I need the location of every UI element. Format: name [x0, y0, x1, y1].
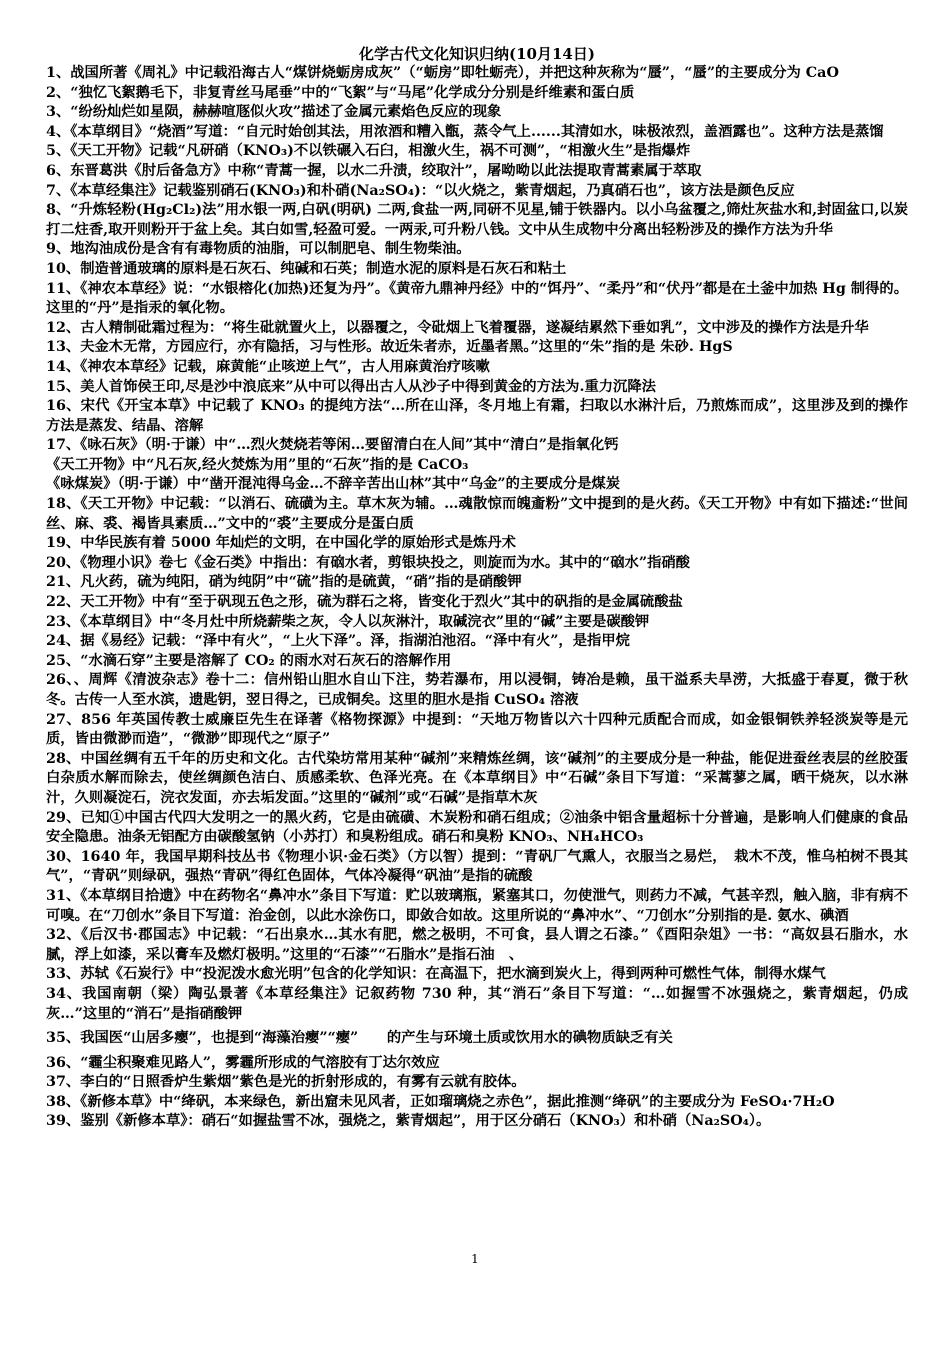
- list-item: 9、地沟油成份是含有有毒物质的油脂，可以制肥皂、制生物柴油。: [46, 241, 471, 258]
- list-item: 36、“霾尘积聚难见路人”，雾霾所形成的气溶胶有丁达尔效应: [46, 1054, 440, 1071]
- list-item: 30、1640 年，我国早期科技丛书《物理小识·金石类》（方以智）提到：“青矾厂气熏人，衣服当之易烂， 栽木不茂，惟乌柏树不畏其气”，“青矾”则绿矾，强热“青矾”得红色固体，气体冷凝得“矾油”是指的硫酸: [46, 848, 908, 885]
- list-item: 17、《咏石灰》（明·于谦）中“…烈火焚烧若等闲…要留清白在人间”其中“清白”是指氧化钙 《天工开物》中“凡石灰,经火焚炼为用”里的“石灰”指的是 CaCO₃ 《咏煤炭》（明·于谦）中“凿开混沌得乌金…不辞辛苦出山林”其中“乌金”的主要成分是煤炭: [46, 437, 620, 493]
- list-item: 13、夫金木无常，方园应行，亦有隐括，习与性形。故近朱者赤，近墨者黑。”这里的“朱”指的是 朱砂. HgS: [46, 339, 733, 356]
- list-item: 18、《天工开物》中记载：“以消石、硫磺为主。草木灰为辅。…魂散惊而魄齑粉”文中提到的是火药。《天工开物》中有如下描述:“世间丝、麻、裘、褐皆具素质…”文中的“裘”主要成分是蛋白质: [46, 496, 908, 532]
- list-item: 26、、周辉《清波杂志》卷十二：信州铅山胆水自山下注，势若瀑布，用以浸铜，铸冶是赖，虽干溢系夫旱涝，大抵盛于春夏，微于秋冬。古传一人至水滨，遗匙钥，翌日得之，已成铜矣。这里的胆水是指 CuSO₄ 溶液: [46, 672, 908, 708]
- list-item: 19、中华民族有着 5000 年灿烂的文明，在中国化学的原始形式是炼丹术: [46, 535, 516, 552]
- list-item: 4、《本草纲目》“烧酒”写道：“自元时始创其法，用浓酒和糟入甑，蒸令气上......其清如水，味极浓烈，盖酒露也”。这种方法是蒸馏: [46, 123, 884, 140]
- list-item: 20、《物理小识》卷七《金石类》中指出：有硇水者，剪银块投之，则旋而为水。其中的“硇水”指硝酸: [46, 554, 690, 571]
- document-page: [46, 44, 908, 1132]
- list-item: 16、宋代《开宝本草》中记载了 KNO₃ 的提纯方法“…所在山泽，冬月地上有霜，扫取以水淋汁后，乃煎炼而成”，这里涉及到的操作方法是蒸发、结晶、溶解: [46, 398, 908, 434]
- list-item: 7、《本草经集注》记载鉴别硝石(KNO₃)和朴硝(Na₂SO₄)：“以火烧之，紫青烟起，乃真硝石也”，该方法是颜色反应: [46, 182, 795, 199]
- list-item: 10、制造普通玻璃的原料是石灰石、纯碱和石英；制造水泥的原料是石灰石和粘土: [46, 260, 567, 277]
- list-item: 8、“升炼轻粉(Hg₂Cl₂)法”用水银一两,白矾(明矾) 二两,食盐一两,同研不见星,铺于铁器内。以小乌盆覆之,筛灶灰盐水和,封固盆口,以炭打二炷香,取开则粉开于盆上矣。其白如雪,轻盈可爱。一两汞,可升粉八钱。文中从生成物中分离出轻粉涉及的操作方法为升华: [46, 202, 908, 238]
- list-item: 31、《本草纲目拾遗》中在药物名“鼻冲水”条目下写道：贮以玻璃瓶，紧塞其口，勿使泄气，则药力不减，气甚辛烈，触入脑，非有病不可嗅。在“刀创水”条目下写道：治金创，以此水涂伤口，即敛合如故。这里所说的“鼻冲水”、“刀创水”分别指的是. 氨水、碘酒: [46, 887, 908, 924]
- list-item: 39、鉴别《新修本草》：硝石“如握盐雪不冰，强烧之，紫青烟起”，用于区分硝石（KNO₃）和朴硝（Na₂SO₄）。: [46, 1113, 771, 1130]
- list-item: 25、“水滴石穿”主要是溶解了 CO₂ 的雨水对石灰石的溶解作用: [46, 652, 452, 669]
- page-number: 1: [471, 1252, 479, 1266]
- list-item: 29、已知①中国古代四大发明之一的黑火药，它是由硫磺、木炭粉和硝石组成；②油条中铝含量超标十分普遍，是影响人们健康的食品安全隐患。油条无铝配方由碳酸氢钠（小苏打）和臭粉组成。硝石和臭粉 KNO₃、NH₄HCO₃: [46, 809, 908, 846]
- list-item: 15、美人首饰侯王印,尽是沙中浪底来”从中可以得出古人从沙子中得到黄金的方法为.重力沉降法: [46, 378, 656, 395]
- list-item: 23、《本草纲目》中“冬月灶中所烧薪柴之灰，令人以灰淋汁，取碱浣衣”里的“碱”主要是碳酸钾: [46, 613, 650, 630]
- list-item: 2、“独忆飞絮鹅毛下，非复青丝马尾垂”中的“飞絮”与“马尾”化学成分分别是纤维素和蛋白质: [46, 84, 635, 101]
- list-item: 11、《神农本草经》说：“水银榕化(加热)还复为丹”。《黄帝九鼎神丹经》中的“饵丹”、“柔丹”和“伏丹”都是在土釜中加热 Hg 制得的。这里的“丹”是指汞的氧化物。: [46, 280, 908, 317]
- list-item: 38、《新修本草》中“绛矾，本来绿色，新出窟未见风者，正如瑠璃烧之赤色”，据此推测“绛矾”的主要成分为 FeSO₄·7H₂O: [46, 1093, 835, 1110]
- list-item: 33、苏轼《石炭行》中“投泥泼水愈光明”包含的化学知识：在高温下，把水滴到炭火上，得到两种可燃性气体，制得水煤气: [46, 966, 826, 983]
- list-item: 27、856 年英国传教士威廉臣先生在译著《格物探源》中提到：“天地万物皆以六十四种元质配合而成，如金银铜铁养轻淡炭等是元质，皆由微渺而造”，“微渺”即现代之“原子”: [46, 711, 908, 748]
- list-item: 37、李白的“日照香炉生紫烟”紫色是光的折射形成的，有雾有云就有胶体。: [46, 1074, 526, 1091]
- list-item: 1、战国所著《周礼》中记载沿海古人“煤饼烧蛎房成灰”（“蛎房”即牡蛎壳），并把这种灰称为“蜃”，“蜃”的主要成分为 CaO: [46, 65, 839, 81]
- list-item: 24、据《易经》记载：“泽中有火”，“上火下泽”。泽，指湖泊池沼。“泽中有火”，是指甲烷: [46, 633, 630, 650]
- list-item: 22、天工开物》中有“至于矾现五色之形，硫为群石之将，皆变化于烈火”其中的矾指的是金属硫酸盐: [46, 594, 683, 611]
- list-item: 3、“纷纷灿烂如星陨，赫赫喧豗似火攻”描述了金属元素焰色反应的现象: [46, 104, 502, 121]
- list-item: 14、《神农本草经》记载，麻黄能“止咳逆上气”，古人用麻黄治疗咳嗽: [46, 358, 490, 375]
- list-item: 28、中国丝绸有五千年的历史和文化。古代染坊常用某种“碱剂”来精炼丝绸，该“碱剂”的主要成分是一种盐，能促进蚕丝表层的丝胶蛋白杂质水解而除去，使丝绸颜色洁白、质感柔软、色泽光亮。在《本草纲目》中“石碱”条目下写道：“采蒿蓼之属，晒干烧灰，以水淋汁，久则凝淀石，浣衣发面，亦去垢发面。”这里的“碱剂”或“石碱”是指草木灰: [46, 750, 908, 806]
- list-item: 32、《后汉书·郡国志》中记载：“石出泉水…其水有肥，燃之极明，不可食，县人谓之石漆。”《酉阳杂俎》一书：“高奴县石脂水，水腻，浮上如漆，采以膏车及燃灯极明。”这里的“石漆”“石脂水”是指石油 、: [46, 927, 908, 963]
- list-item: 21、凡火药，硫为纯阳，硝为纯阴”中“硫”指的是硫黄，“硝”指的是硝酸钾: [46, 574, 522, 591]
- document-title: 化学古代文化知识归纳(10月14日): [359, 45, 595, 63]
- list-item: 12、古人精制砒霜过程为：“将生砒就置火上，以器覆之，令砒烟上飞着覆器，遂凝结累然下垂如乳”，文中涉及的操作方法是升华: [46, 319, 869, 336]
- list-item: 5、《天工开物》记载“凡研硝（KNO₃)不以铁碾入石臼，相激火生，祸不可测”，“相激火生”是指爆炸: [46, 143, 691, 160]
- knowledge-list: [46, 64, 908, 1132]
- list-item: 6、东晋葛洪《肘后备急方》中称“青蒿一握，以水二升渍，绞取汁”，屠呦呦以此法提取青蒿素属于萃取: [46, 162, 702, 179]
- list-item: 35、我国医“山居多瘿”，也提到“海藻治瘿”“瘿” 的产生与环境土质或饮用水的碘物质缺乏有关: [46, 1030, 673, 1047]
- list-item: 34、我国南朝（梁）陶弘景著《本草经集注》记叙药物 730 种，其“消石”条目下写道：“…如握雪不冰强烧之，紫青烟起，仍成灰…”这里的“消石”是指硝酸钾: [46, 985, 908, 1022]
